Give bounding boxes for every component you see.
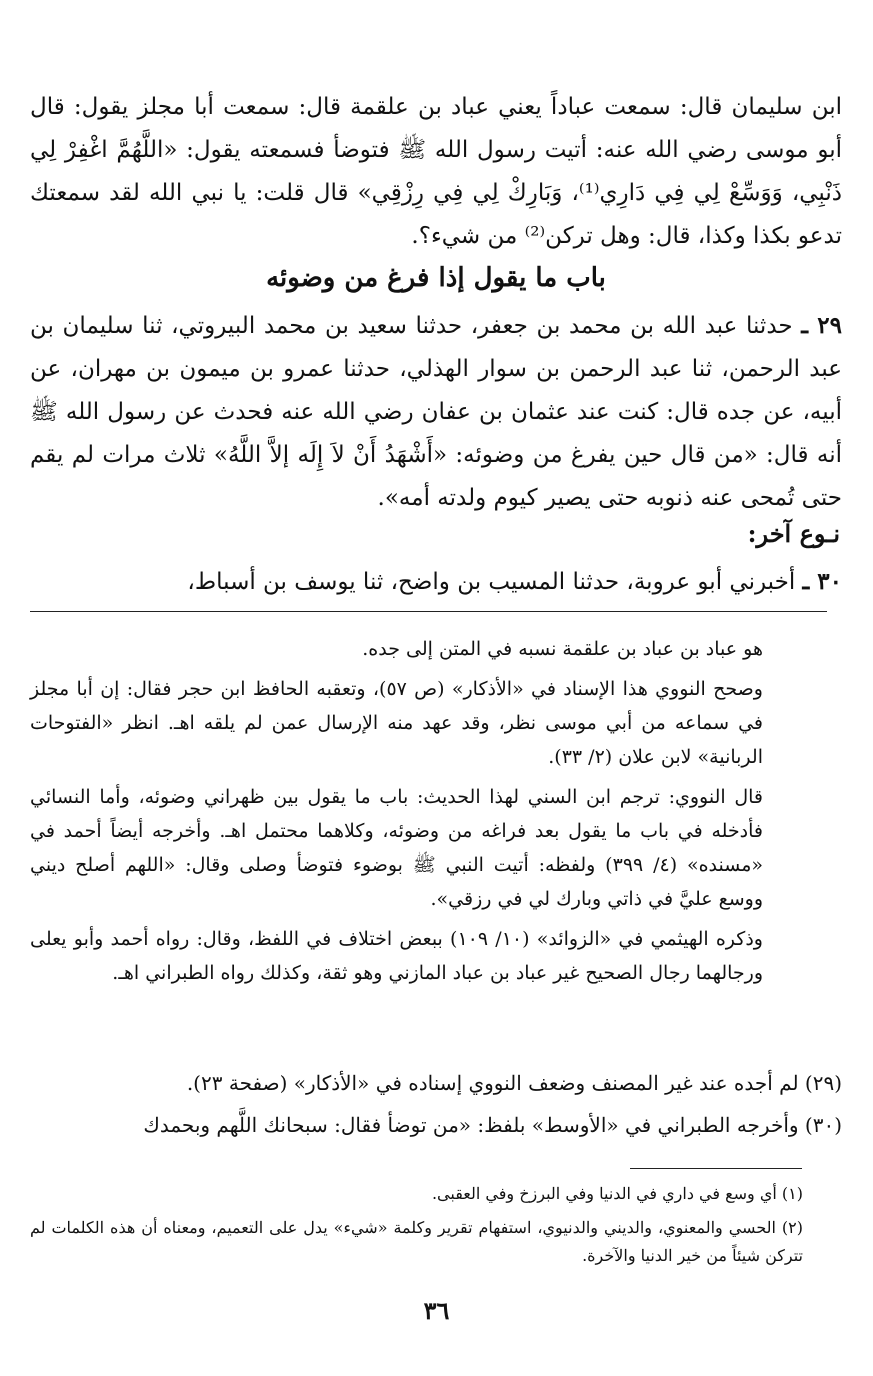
hadith-30-text: أخبرني أبو عروبة، حدثنا المسيب بن واضح، ثنا يوسف بن أسباط،: [187, 569, 796, 595]
hadith-29-text: حدثنا عبد الله بن محمد بن جعفر، حدثنا سعيد بن محمد البيروتي، ثنا سليمان بن عبد الرحمن، ثنا عبد الرحمن بن سوار الهذلي، حدثنا عمرو بن ميمون بن مهران، عن أبيه، عن جده قال: كنت عند عثمان بن عفان رضي الله عنه فحدث عن رسول الله ﷺ أنه قال: «من قال حين يفرغ من وضوئه: «أَشْهَدُ أَنْ لاَ إِلَه إلاَّ اللَّهُ» ثلاث مرات لم يقم حتى تُمحى عنه ذنوبه حتى يصير كيوم ولدته أمه».: [30, 313, 842, 511]
sub-heading: نـوع آخر:: [747, 519, 840, 548]
hadith-number: ٣٠ ـ: [802, 568, 842, 595]
footnotes: [30, 1180, 803, 1276]
commentary-notes: [30, 632, 763, 996]
footnote: (١) أي وسع في داري في الدنيا وفي البرزخ وفي العقبى.: [431, 1184, 803, 1203]
note-paragraph: قال النووي: ترجم ابن السني لهذا الحديث: باب ما يقول بين ظهراني وضوئه، وأما النسائي فأدخله في باب ما يقول بعد فراغه من وضوئه، وكلاهما محتمل اهـ. وأخرجه أيضاً أحمد في «مسنده» (٤/ ٣٩٩) ولفظه: أتيت النبي ﷺ بوضوء فتوضأ وصلى وقال: «اللهم أصلح ديني ووسع عليَّ في ذاتي وبارك لي في رزقي».: [30, 786, 763, 910]
footnote-separator: [630, 1168, 802, 1169]
hadith-notes: [30, 1064, 842, 1148]
separator-line: [30, 611, 827, 612]
hadith-number: ٢٩ ـ: [801, 312, 843, 339]
page-number: ٣٦: [423, 1296, 450, 1325]
hadith-30: [30, 560, 842, 604]
hadith-note-29: (٢٩) لم أجده عند غير المصنف وضعف النووي إسناده في «الأذكار» (صفحة ٢٣).: [186, 1071, 842, 1095]
hadith-note-30: (٣٠) وأخرجه الطبراني في «الأوسط» بلفظ: «من توضأ فقال: سبحانك اللَّهم وبحمدك: [143, 1113, 842, 1137]
note-paragraph: وصحح النووي هذا الإسناد في «الأذكار» (ص ٥٧)، وتعقبه الحافظ ابن حجر فقال: إن أبا مجلز في سماعه من أبي موسى نظر، وقد عهد منه الإرسال عمن لم يلقه اهـ. انظر «الفتوحات الربانية» لابن علان (٢/ ٣٣).: [30, 678, 763, 768]
hadith-29-paragraph: [30, 304, 842, 520]
footnote: (٢) الحسي والمعنوي، والديني والدنيوي، استفهام تقرير وكلمة «شيء» يدل على التعميم، ومعناه أن هذه الكلمات لم تتركن شيئاً من خير الدنيا والآخرة.: [30, 1218, 803, 1265]
note-paragraph: وذكره الهيثمي في «الزوائد» (١٠/ ١٠٩) ببعض اختلاف في اللفظ، وقال: رواه أحمد وأبو يعلى ورجالهما رجال الصحيح غير عباد بن عباد المازني وهو ثقة، وكذلك رواه الطبراني اهـ.: [30, 928, 763, 984]
main-text-top: [30, 86, 842, 258]
note-paragraph: هو عباد بن عباد بن علقمة نسبه في المتن إلى جده.: [362, 638, 763, 660]
hadith-29: [30, 304, 842, 520]
hadith-30-paragraph: [30, 560, 842, 604]
paragraph-continuation: ابن سليمان قال: سمعت عباداً يعني عباد بن علقمة قال: سمعت أبا مجلز يقول: قال أبو موسى رضي الله عنه: أتيت رسول الله ﷺ فتوضأ فسمعته يقول: «اللَّهُمَّ اغْفِرْ لِي ذَنْبِي، وَوَسِّعْ لِي فِي دَارِي⁽¹⁾، وَبَارِكْ لِي فِي رِزْقِي» قال قلت: يا نبي الله لقد سمعتك تدعو بكذا وكذا، قال: وهل تركن⁽²⁾ من شيء؟.: [30, 94, 842, 249]
section-heading: باب ما يقول إذا فرغ من وضوئه: [266, 263, 606, 293]
